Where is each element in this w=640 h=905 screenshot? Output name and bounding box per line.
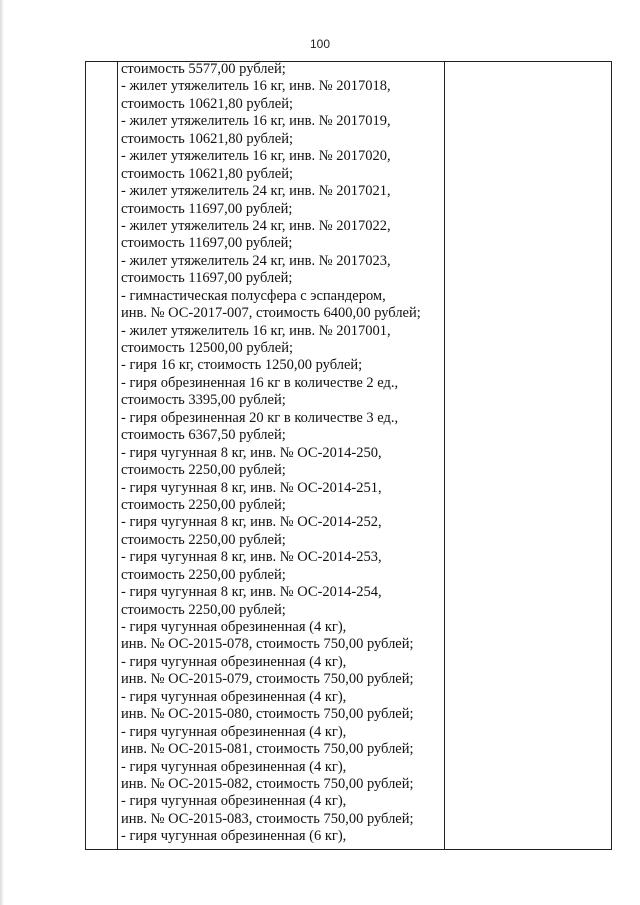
text-line: - гиря чугунная обрезиненная (4 кг), <box>121 793 347 810</box>
text-line: - гиря чугунная 8 кг, инв. № ОС-2014-250, <box>121 444 382 461</box>
text-line: стоимость 2250,00 рублей; <box>121 462 286 479</box>
text-line: - гиря чугунная обрезиненная (6 кг), <box>121 828 347 845</box>
text-line: стоимость 2250,00 рублей; <box>121 601 286 618</box>
text-line: инв. № ОС-2015-081, стоимость 750,00 рублей; <box>121 741 414 758</box>
text-line: стоимость 10621,80 рублей; <box>121 95 293 112</box>
text-line: - гиря чугунная обрезиненная (4 кг), <box>121 758 347 775</box>
text-line: инв. № ОС-2015-079, стоимость 750,00 рублей; <box>121 671 414 688</box>
text-line: инв. № ОС-2015-083, стоимость 750,00 рублей; <box>121 810 414 827</box>
text-line: - гиря чугунная обрезиненная (4 кг), <box>121 619 347 635</box>
text-line: стоимость 11697,00 рублей; <box>121 200 293 217</box>
inventory-text-column <box>121 61 443 846</box>
text-line: - жилет утяжелитель 24 кг, инв. № 2017023, <box>121 252 391 269</box>
text-line: инв. № ОС-2015-082, стоимость 750,00 рублей; <box>121 775 414 792</box>
text-line: стоимость 3395,00 рублей; <box>121 392 286 409</box>
text-line: - гиря чугунная 8 кг, инв. № ОС-2014-253, <box>121 549 382 566</box>
text-line: - гиря 16 кг, стоимость 1250,00 рублей; <box>121 357 363 374</box>
page-number: 100 <box>309 37 331 51</box>
text-line: - гимнастическая полусфера с эспандером, <box>121 287 386 304</box>
text-line: инв. № ОС-2017-007, стоимость 6400,00 рублей; <box>121 305 421 322</box>
text-line: стоимость 10621,80 рублей; <box>121 130 293 147</box>
text-line: - гиря чугунная обрезиненная (4 кг), <box>121 688 347 705</box>
text-line: стоимость 2250,00 рублей; <box>121 496 286 513</box>
text-line: стоимость 11697,00 рублей; <box>121 270 293 287</box>
text-line: - гиря чугунная обрезиненная (4 кг), <box>121 653 347 670</box>
text-line: стоимость 10621,80 рублей; <box>121 165 293 182</box>
column-divider-right <box>444 62 445 849</box>
text-line: - жилет утяжелитель 16 кг, инв. № 2017019, <box>121 113 391 130</box>
text-line: стоимость 6367,50 рублей; <box>121 427 286 444</box>
text-line: стоимость 12500,00 рублей; <box>121 340 293 356</box>
text-line: - жилет утяжелитель 16 кг, инв. № 2017018, <box>121 78 391 95</box>
text-line: - жилет утяжелитель 24 кг, инв. № 2017021, <box>121 183 391 200</box>
text-line: стоимость 2250,00 рублей; <box>121 531 286 548</box>
text-line: инв. № ОС-2015-080, стоимость 750,00 рублей; <box>121 706 414 723</box>
text-line: стоимость 2250,00 рублей; <box>121 566 286 583</box>
text-line: - гиря обрезиненная 16 кг в количестве 2 ед., <box>121 374 399 391</box>
text-line: - гиря чугунная 8 кг, инв. № ОС-2014-254, <box>121 584 382 601</box>
text-line: - жилет утяжелитель 16 кг, инв. № 2017001, <box>121 322 391 339</box>
text-line: - жилет утяжелитель 16 кг, инв. № 2017020, <box>121 148 391 165</box>
text-line: инв. № ОС-2015-078, стоимость 750,00 рублей; <box>121 636 414 653</box>
text-line: - гиря чугунная 8 кг, инв. № ОС-2014-252, <box>121 514 382 531</box>
text-line: - гиря чугунная обрезиненная (4 кг), <box>121 723 347 740</box>
text-line: - гиря обрезиненная 20 кг в количестве 3 ед., <box>121 409 399 426</box>
text-line: стоимость 5577,00 рублей; <box>121 61 286 77</box>
text-line: - гиря чугунная 8 кг, инв. № ОС-2014-251, <box>121 479 382 496</box>
column-divider-left <box>117 62 118 849</box>
page-edge-shadow <box>0 0 4 905</box>
text-line: стоимость 11697,00 рублей; <box>121 235 293 252</box>
text-line: - жилет утяжелитель 24 кг, инв. № 2017022, <box>121 217 391 234</box>
